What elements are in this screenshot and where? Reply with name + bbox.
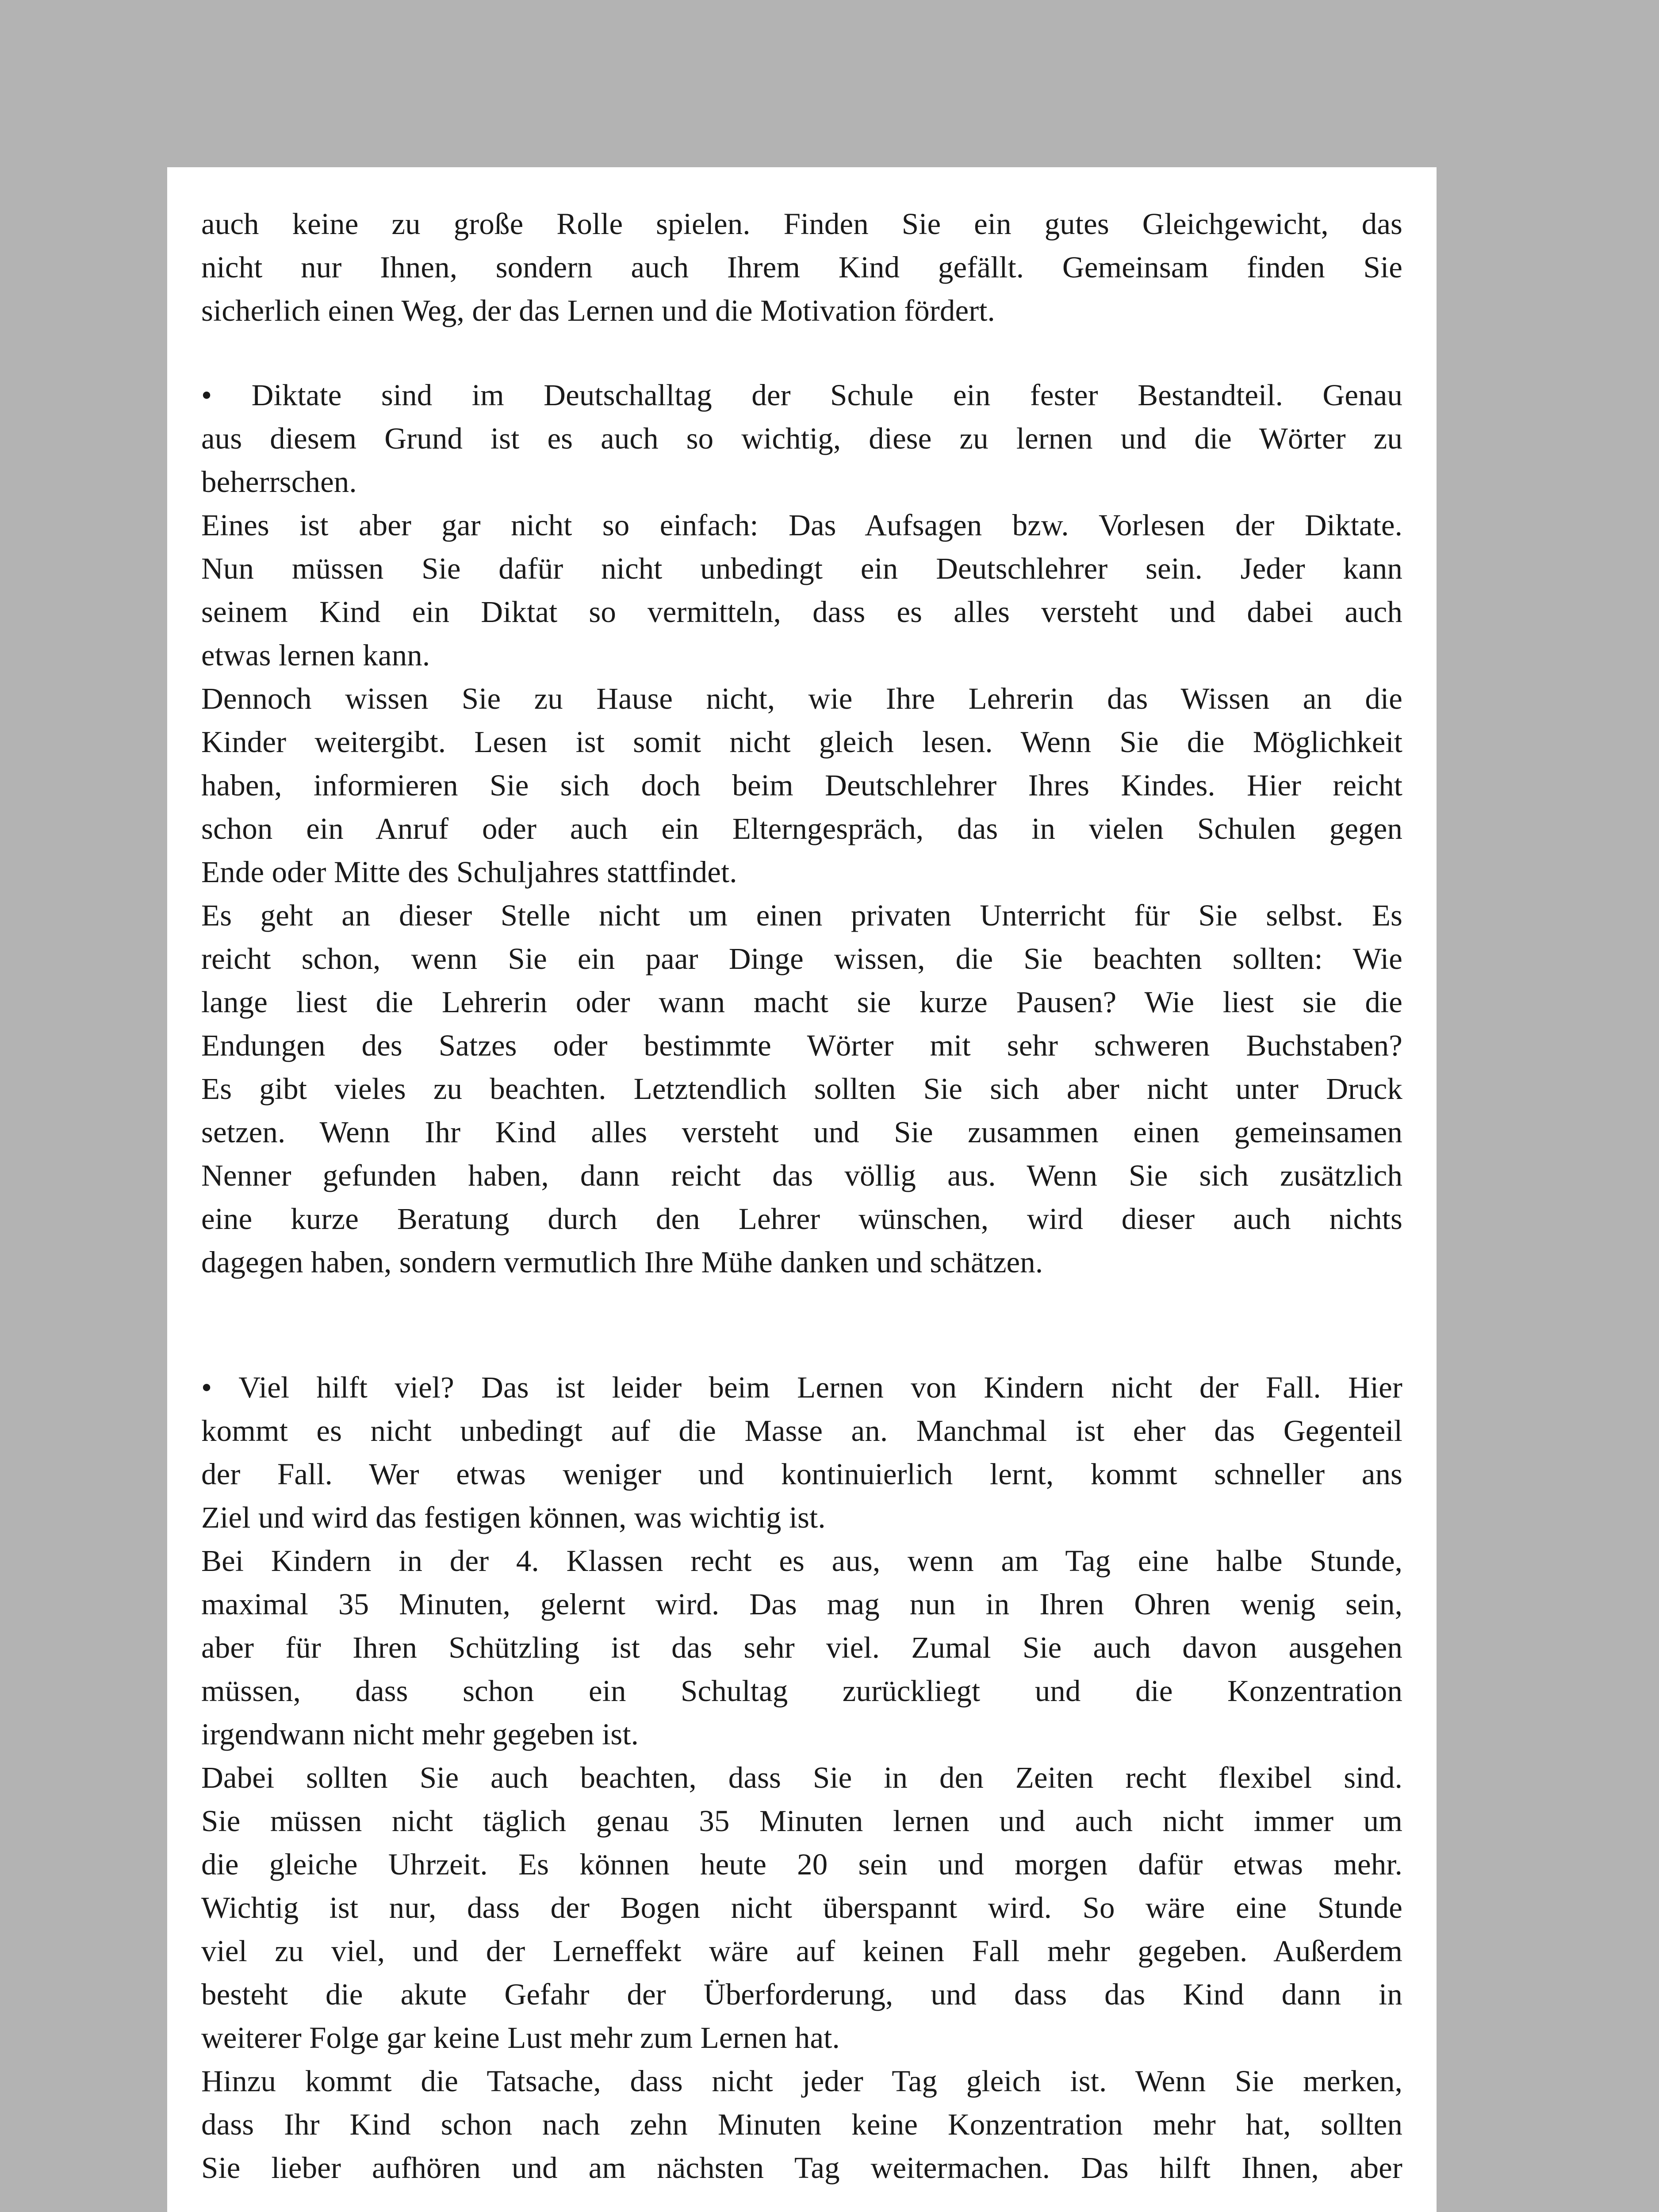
text-line: auch keine zu große Rolle spielen. Finden Sie ein gutes Gleichgewicht, das [201, 207, 1402, 241]
text-line: kommt es nicht unbedingt auf die Masse an. Manchmal ist eher das Gegenteil [201, 1414, 1402, 1448]
text-line: schon ein Anruf oder auch ein Elterngespräch, das in vielen Schulen gegen [201, 812, 1402, 845]
text-line: aber für Ihren Schützling ist das sehr viel. Zumal Sie auch davon ausgehen [201, 1631, 1402, 1664]
paragraph-intro-continuation [201, 202, 1402, 332]
text-line: Wichtig ist nur, dass der Bogen nicht überspannt wird. So wäre eine Stunde [201, 1891, 1402, 1924]
text-line: Es geht an dieser Stelle nicht um einen privaten Unterricht für Sie selbst. Es [201, 899, 1402, 932]
paragraph-viel-hilft-viel-bullet [201, 1366, 1402, 2189]
text-line: Es gibt vieles zu beachten. Letztendlich sollten Sie sich aber nicht unter Druck [201, 1072, 1402, 1106]
text-line: maximal 35 Minuten, gelernt wird. Das mag nun in Ihren Ohren wenig sein, [201, 1587, 1402, 1621]
text-line: dass Ihr Kind schon nach zehn Minuten keine Konzentration mehr hat, sollten [201, 2108, 1402, 2141]
text-line: Nun müssen Sie dafür nicht unbedingt ein Deutschlehrer sein. Jeder kann [201, 552, 1402, 585]
text-line: • Diktate sind im Deutschalltag der Schule ein fester Bestandteil. Genau [201, 378, 1402, 412]
text-line: Bei Kindern in der 4. Klassen recht es aus, wenn am Tag eine halbe Stunde, [201, 1544, 1402, 1578]
text-line: Sie müssen nicht täglich genau 35 Minuten lernen und auch nicht immer um [201, 1804, 1402, 1838]
text-line: etwas lernen kann. [201, 638, 430, 672]
text-line: lange liest die Lehrerin oder wann macht sie kurze Pausen? Wie liest sie die [201, 985, 1402, 1019]
text-line: nicht nur Ihnen, sondern auch Ihrem Kind gefällt. Gemeinsam finden Sie [201, 250, 1402, 284]
text-line: haben, informieren Sie sich doch beim Deutschlehrer Ihres Kindes. Hier reicht [201, 768, 1402, 802]
text-line: Ende oder Mitte des Schuljahres stattfindet. [201, 855, 737, 889]
text-line: sicherlich einen Weg, der das Lernen und die Motivation fördert. [201, 294, 995, 327]
text-line: Kinder weitergibt. Lesen ist somit nicht gleich lesen. Wenn Sie die Möglichkeit [201, 725, 1402, 759]
page-sheet [167, 167, 1437, 2212]
text-line: Dennoch wissen Sie zu Hause nicht, wie Ihre Lehrerin das Wissen an die [201, 682, 1402, 715]
text-line: Hinzu kommt die Tatsache, dass nicht jeder Tag gleich ist. Wenn Sie merken, [201, 2064, 1402, 2098]
text-line: Nenner gefunden haben, dann reicht das völlig aus. Wenn Sie sich zusätzlich [201, 1159, 1402, 1192]
text-line: besteht die akute Gefahr der Überforderung, und dass das Kind dann in [201, 1978, 1402, 2011]
text-line: Endungen des Satzes oder bestimmte Wörter mit sehr schweren Buchstaben? [201, 1029, 1402, 1062]
text-line: die gleiche Uhrzeit. Es können heute 20 sein und morgen dafür etwas mehr. [201, 1847, 1402, 1881]
text-line: reicht schon, wenn Sie ein paar Dinge wissen, die Sie beachten sollten: Wie [201, 942, 1402, 975]
text-line: irgendwann nicht mehr gegeben ist. [201, 1717, 639, 1751]
text-line: setzen. Wenn Ihr Kind alles versteht und Sie zusammen einen gemeinsamen [201, 1115, 1402, 1149]
text-line: Eines ist aber gar nicht so einfach: Das Aufsagen bzw. Vorlesen der Diktate. [201, 508, 1402, 542]
text-line: eine kurze Beratung durch den Lehrer wünschen, wird dieser auch nichts [201, 1202, 1402, 1236]
paragraph-diktate-bullet [201, 373, 1402, 1284]
text-line: seinem Kind ein Diktat so vermitteln, dass es alles versteht und dabei auch [201, 595, 1402, 629]
text-line: weiterer Folge gar keine Lust mehr zum Lernen hat. [201, 2021, 840, 2055]
text-line: beherrschen. [201, 465, 357, 499]
text-line: dagegen haben, sondern vermutlich Ihre Mühe danken und schätzen. [201, 1245, 1043, 1279]
text-line: Sie lieber aufhören und am nächsten Tag weitermachen. Das hilft Ihnen, aber [201, 2151, 1402, 2185]
text-line: aus diesem Grund ist es auch so wichtig, diese zu lernen und die Wörter zu [201, 422, 1402, 455]
text-line: • Viel hilft viel? Das ist leider beim Lernen von Kindern nicht der Fall. Hier [201, 1371, 1402, 1404]
text-line: Ziel und wird das festigen können, was wichtig ist. [201, 1501, 826, 1534]
text-line: Dabei sollten Sie auch beachten, dass Sie in den Zeiten recht flexibel sind. [201, 1761, 1402, 1794]
text-line: der Fall. Wer etwas weniger und kontinuierlich lernt, kommt schneller ans [201, 1457, 1402, 1491]
text-line: viel zu viel, und der Lerneffekt wäre auf keinen Fall mehr gegeben. Außerdem [201, 1934, 1402, 1968]
text-line: müssen, dass schon ein Schultag zurückliegt und die Konzentration [201, 1674, 1402, 1708]
